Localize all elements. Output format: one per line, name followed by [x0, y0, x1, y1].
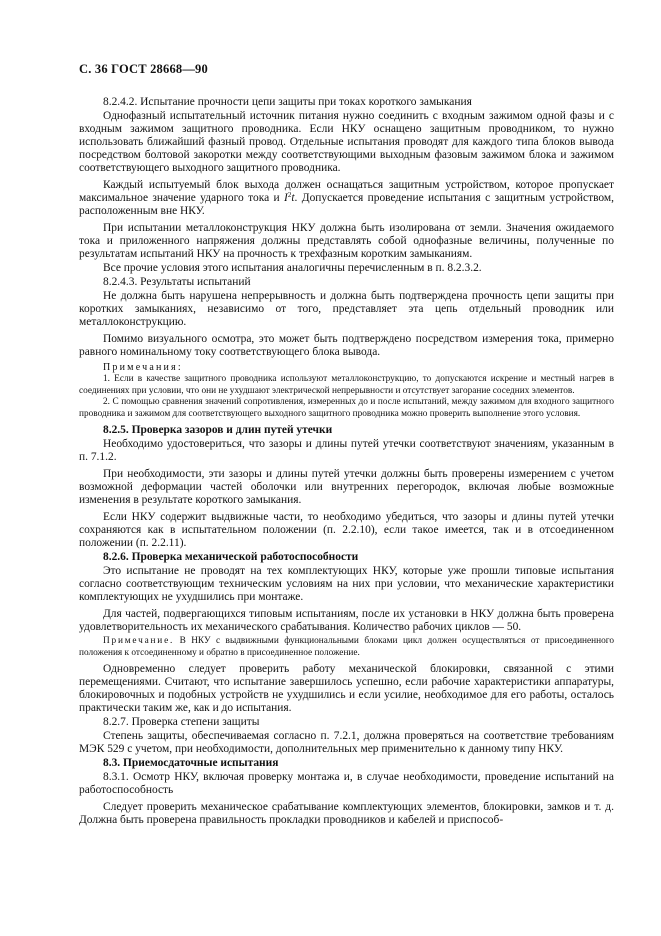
time-symbol: t — [291, 192, 295, 204]
document-page — [79, 62, 614, 827]
paragraph: При необходимости, эти зазоры и длины путей утечки должны быть проверены измерением с учетом возможной деформации частей оболочки или внутренних перегородок, включая любые возможные изменения в результате короткого замыкания. — [79, 468, 614, 506]
paragraph: При испытании металлоконструкция НКУ должна быть изолирована от земли. Значения ожидаемого тока и приложенного напряжения должны представлять собой однофазные величины, полученные по результатам испытаний НКУ на прочность к трехфазным коротким замыканиям. — [79, 222, 614, 260]
paragraph: Для частей, подвергающихся типовым испытаниям, после их установки в НКУ должна быть проверена удовлетворительность их механического срабатывания. Количество рабочих циклов — 50. — [79, 608, 614, 633]
section-8-2-5-heading: 8.2.5. Проверка зазоров и длин путей утечки — [103, 424, 333, 436]
note-text: В НКУ с выдвижными функциональными блоками цикл должен осуществляться от присоединенного положения к отсоединенному и обратно в присоединенное положение. — [79, 636, 614, 658]
current-symbol: I — [284, 192, 288, 204]
section-8-3-heading: 8.3. Приемосдаточные испытания — [103, 757, 279, 769]
superscript: 2 — [287, 191, 292, 199]
text-run: Каждый испытуемый блок выхода должен оснащаться защитным устройством, которое пропускает максимальное значение ударного тока и — [79, 179, 614, 204]
paragraph — [79, 179, 614, 218]
paragraph: Это испытание не проводят на тех комплектующих НКУ, которые уже прошли типовые испытания согласно соответствующим техническим условиям на них при условии, что механические характеристики комплектующих не ухудшились при монтаже. — [79, 565, 614, 603]
clause-8-2-4-2-title: 8.2.4.2. Испытание прочности цепи защиты при токах короткого замыкания — [103, 96, 472, 108]
paragraph: Однофазный испытательный источник питания нужно соединить с входным зажимом одной фазы и с входным зажимом защитного проводника. Если НКУ оснащено защитным проводником, то нужно использовать ближайший фазный провод. Отдельные испытания проводят для каждого типа блоков вывода посредством болтовой закоротки между соответствующими выходным фазовым зажимом блока и зажимом соответствующего выходного защитного проводника. — [79, 110, 614, 174]
section-8-2-6-heading: 8.2.6. Проверка механической работоспособности — [103, 551, 359, 563]
paragraph: Все прочие условия этого испытания аналогичны перечисленным в п. 8.2.3.2. — [103, 262, 482, 274]
paragraph: Одновременно следует проверить работу механической блокировки, связанной с этими перемещениями. Считают, что испытание завершилось успешно, если рабочие характеристики аппаратуры, блокировочных и подобных устройств не ухудшились и если усилие, необходимое для его работы, осталось практически таким же, как и до испытания. — [79, 663, 614, 714]
clause-8-2-7-title: 8.2.7. Проверка степени защиты — [103, 716, 260, 728]
paragraph: 8.3.1. Осмотр НКУ, включая проверку монтажа и, в случае необходимости, проведение испытаний на работоспособность — [79, 771, 614, 796]
note-label: Примечание. — [103, 636, 175, 646]
paragraph: Степень защиты, обеспечиваемая согласно п. 7.2.1, должна проверяться на соответствие требованиям МЭК 529 с учетом, при необходимости, дополнительных мер применительно к данному типу НКУ. — [79, 730, 614, 755]
paragraph: Следует проверить механическое срабатывание комплектующих элементов, блокировки, замков и т. д. Должна быть проверена правильность прокладки проводников и кабелей и приспособ- — [79, 801, 614, 826]
paragraph: Не должна быть нарушена непрерывность и должна быть подтверждена прочность цепи защиты при коротких замыканиях, независимо от того, представляет эта цепь отдельный проводник или металлоконструкцию. — [79, 290, 614, 328]
clause-8-2-4-3-title: 8.2.4.3. Результаты испытаний — [103, 276, 251, 288]
paragraph: Если НКУ содержит выдвижные части, то необходимо убедиться, что зазоры и длины путей утечки сохраняются как в испытательном положении (п. 2.2.10), если такое имеется, так и в отсоединенном положении (п. 2.2.11). — [79, 511, 614, 549]
paragraph: Необходимо удостовериться, что зазоры и длины путей утечки соответствуют значениям, указанным в п. 7.1.2. — [79, 438, 614, 463]
notes-title: Примечания: — [103, 362, 183, 373]
note-3 — [79, 636, 614, 659]
page-header: С. 36 ГОСТ 28668—90 — [79, 62, 208, 76]
note-2: 2. С помощью сравнения значений сопротивления, измеренных до и после испытаний, между зажимом для входного защитного проводника и зажимом для соответствующего выходного защитного проводника можно проверить выполнение этого условия. — [79, 397, 614, 419]
text-run: . Допускается проведение испытания с защитным устройством, расположенным вне НКУ. — [79, 192, 615, 217]
note-1: 1. Если в качестве защитного проводника используют металлоконструкцию, то допускаются искрение и местный нагрев в соединениях при условии, что они не ухудшают электрической непрерывности и отсутствует загорание соседних элементов. — [79, 374, 614, 396]
paragraph: Помимо визуального осмотра, это может быть подтверждено посредством измерения тока, примерно равного номинальному току соответствующего блока вывода. — [79, 333, 614, 358]
